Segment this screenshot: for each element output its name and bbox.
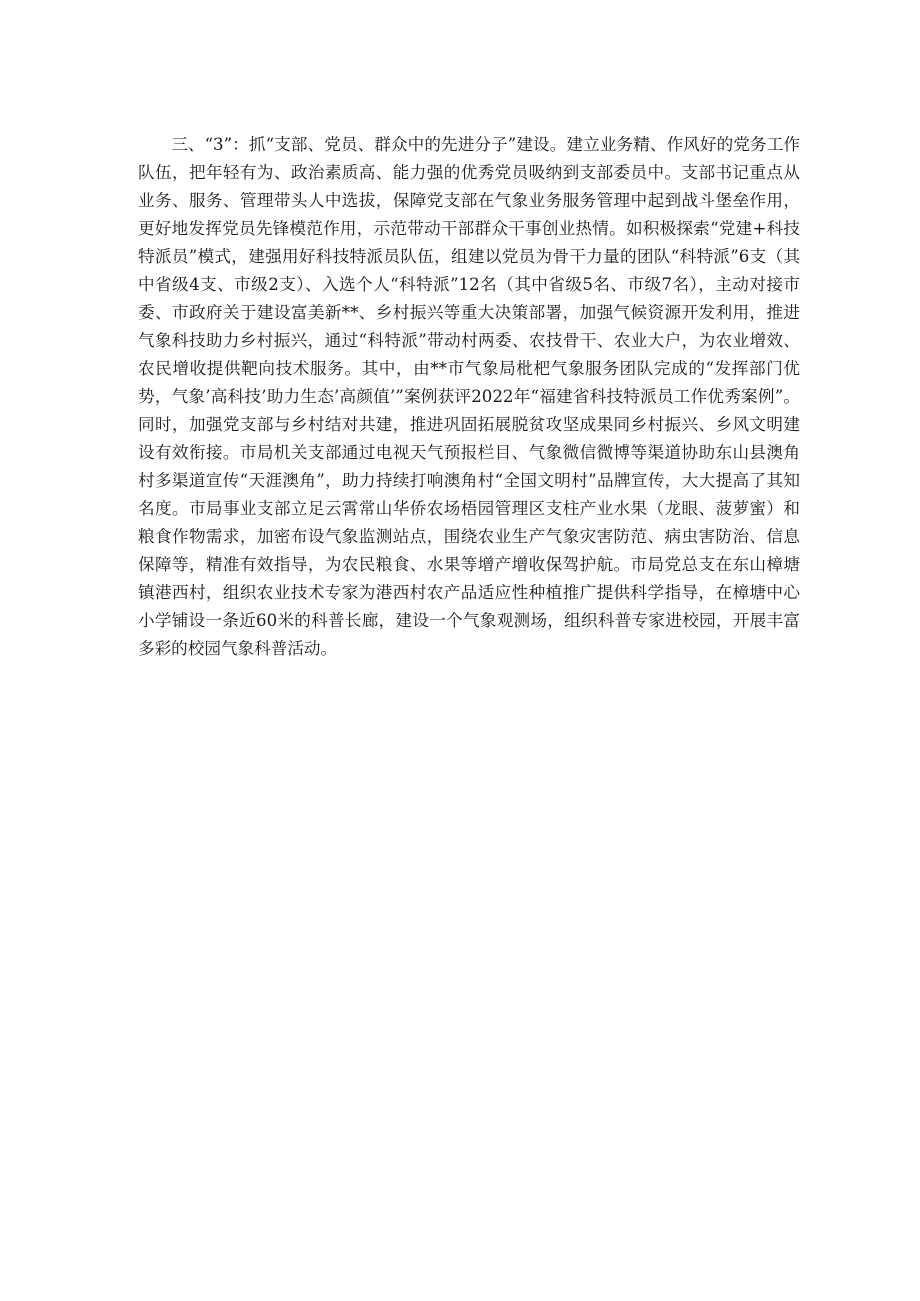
body-paragraph: 三、“3”：抓“支部、党员、群众中的先进分子”建设。建立业务精、作风好的党务工作队伍，把年轻有为、政治素质高、能力强的优秀党员吸纳到支部委员中。支部书记重点从业务、服务、管理带头人中选拔，保障党支部在气象业务服务管理中起到战斗堡垒作用，更好地发挥党员先锋模范作用，示范带动干部群众干事创业热情。如积极探索“党建+科技特派员”模式，建强用好科技特派员队伍，组建以党员为骨干力量的团队“科特派”6支（其中省级4支、市级2支）、入选个人“科特派”12名（其中省级5名、市级7名），主动对接市委、市政府关于建设富美新**、乡村振兴等重大决策部署，加强气候资源开发利用，推进气象科技助力乡村振兴，通过“科特派”带动村两委、农技骨干、农业大户，为农业增效、农民增收提供靶向技术服务。其中，由**市气象局枇杷气象服务团队完成的“发挥部门优势，气象’高科技’助力生态’高颜值’”案例获评2022年“福建省科技特派员工作优秀案例”。同时，加强党支部与乡村结对共建，推进巩固拓展脱贫攻坚成果同乡村振兴、乡风文明建设有效衔接。市局机关支部通过电视天气预报栏目、气象微信微博等渠道协助东山县澳角村多渠道宣传“天涯澳角”，助力持续打响澳角村“全国文明村”品牌宣传，大大提高了其知名度。市局事业支部立足云霄常山华侨农场梧园管理区支柱产业水果（龙眼、菠萝蜜）和粮食作物需求，加密布设气象监测站点，围绕农业生产气象灾害防范、病虫害防治、信息保障等，精准有效指导，为农民粮食、水果等增产增收保驾护航。市局党总支在东山樟塘镇港西村，组织农业技术专家为港西村农产品适应性种植推广提供科学指导，在樟塘中心小学铺设一条近60米的科普长廊，建设一个气象观测场，组织科普专家进校园，开展丰富多彩的校园气象科普活动。 [138, 135, 800, 658]
